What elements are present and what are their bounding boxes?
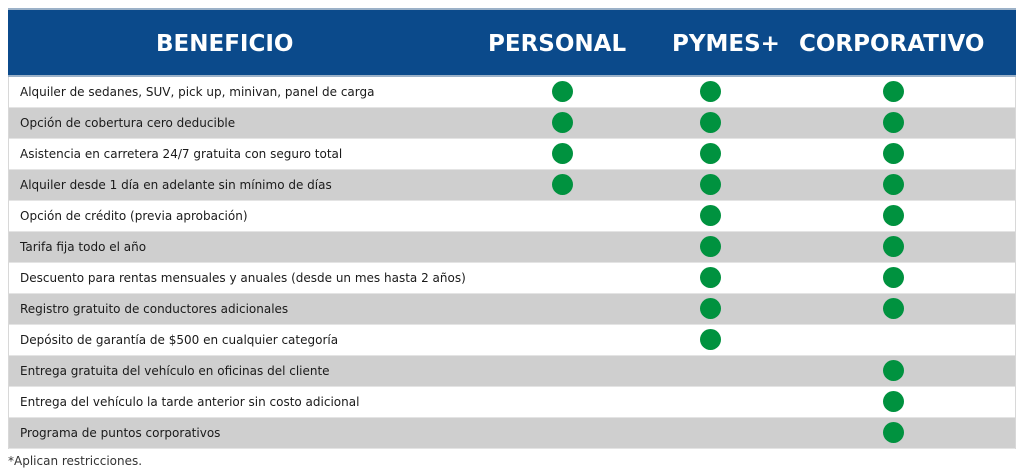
- table-body: [8, 77, 1016, 449]
- header-pymes: PYMES+: [672, 31, 780, 57]
- table-row: [9, 387, 1015, 418]
- benefit-label: Opción de cobertura cero deducible: [20, 116, 236, 130]
- table-row: [9, 263, 1015, 294]
- table-row: [9, 356, 1015, 387]
- check-dot-icon-personal: [552, 174, 573, 195]
- table-row: [9, 77, 1015, 108]
- check-dot-icon-pymes: [700, 267, 721, 288]
- table-header: [8, 8, 1016, 77]
- benefit-label: Registro gratuito de conductores adicionales: [20, 302, 289, 316]
- check-dot-icon-corporativo: [883, 298, 904, 319]
- check-dot-icon-corporativo: [883, 143, 904, 164]
- footnote: *Aplican restricciones.: [8, 454, 143, 468]
- check-dot-icon-pymes: [700, 329, 721, 350]
- benefit-label: Depósito de garantía de $500 en cualquier categoría: [20, 333, 339, 347]
- benefit-label: Opción de crédito (previa aprobación): [20, 209, 248, 223]
- check-dot-icon-pymes: [700, 298, 721, 319]
- benefit-label: Alquiler desde 1 día en adelante sin mínimo de días: [20, 178, 332, 192]
- table-row: [9, 294, 1015, 325]
- benefit-label: Asistencia en carretera 24/7 gratuita con seguro total: [20, 147, 343, 161]
- header-benefit: BENEFICIO: [156, 31, 294, 57]
- check-dot-icon-pymes: [700, 236, 721, 257]
- table-row: [9, 108, 1015, 139]
- table-row: [9, 170, 1015, 201]
- check-dot-icon-personal: [552, 81, 573, 102]
- check-dot-icon-pymes: [700, 205, 721, 226]
- table-row: [9, 201, 1015, 232]
- benefit-label: Entrega gratuita del vehículo en oficinas del cliente: [20, 364, 330, 378]
- table-row: [9, 325, 1015, 356]
- benefit-label: Tarifa fija todo el año: [20, 240, 147, 254]
- check-dot-icon-pymes: [700, 81, 721, 102]
- benefit-label: Programa de puntos corporativos: [20, 426, 221, 440]
- check-dot-icon-corporativo: [883, 112, 904, 133]
- check-dot-icon-personal: [552, 112, 573, 133]
- check-dot-icon-corporativo: [883, 422, 904, 443]
- table-row: [9, 139, 1015, 170]
- check-dot-icon-corporativo: [883, 81, 904, 102]
- check-dot-icon-pymes: [700, 174, 721, 195]
- header-personal: PERSONAL: [488, 31, 627, 57]
- check-dot-icon-corporativo: [883, 205, 904, 226]
- check-dot-icon-corporativo: [883, 236, 904, 257]
- benefit-label: Entrega del vehículo la tarde anterior sin costo adicional: [20, 395, 360, 409]
- benefits-table: [8, 8, 1016, 449]
- benefit-label: Alquiler de sedanes, SUV, pick up, minivan, panel de carga: [20, 85, 375, 99]
- check-dot-icon-corporativo: [883, 174, 904, 195]
- table-row: [9, 418, 1015, 449]
- check-dot-icon-corporativo: [883, 391, 904, 412]
- check-dot-icon-corporativo: [883, 267, 904, 288]
- check-dot-icon-pymes: [700, 112, 721, 133]
- check-dot-icon-corporativo: [883, 360, 904, 381]
- table-row: [9, 232, 1015, 263]
- check-dot-icon-pymes: [700, 143, 721, 164]
- check-dot-icon-personal: [552, 143, 573, 164]
- header-corporativo: CORPORATIVO: [799, 31, 985, 57]
- benefit-label: Descuento para rentas mensuales y anuales (desde un mes hasta 2 años): [20, 271, 466, 285]
